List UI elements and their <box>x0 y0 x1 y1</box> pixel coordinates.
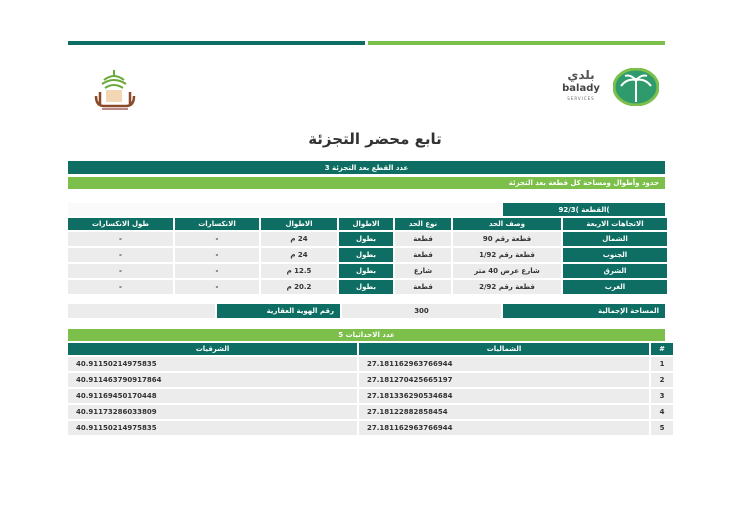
length: 12.5 م <box>261 264 337 278</box>
balady-latin-text: balady <box>562 83 600 94</box>
row-number: 2 <box>651 373 673 387</box>
northing: 27.181270425665197 <box>359 373 649 387</box>
northing: 27.18122882858454 <box>359 405 649 419</box>
row-number: 5 <box>651 421 673 435</box>
col-length-label: الاطوال <box>339 218 393 230</box>
northing: 27.181162963766944 <box>359 421 649 435</box>
table-row <box>68 248 667 262</box>
table-row <box>68 264 667 278</box>
breaks: - <box>175 232 259 246</box>
description: شارع عرض 40 متر <box>453 264 561 278</box>
table-row <box>68 232 667 246</box>
top-bar-teal <box>68 41 365 45</box>
length: 24 م <box>261 248 337 262</box>
col-easting: الشرقيات <box>68 343 357 355</box>
direction: الجنوب <box>563 248 667 262</box>
plots-count-bar: عدد القطع بعد التجزئة 3 <box>68 161 665 174</box>
easting: 40.91169450170448 <box>68 389 357 403</box>
length-label: بطول <box>339 280 393 294</box>
type: قطعة <box>395 248 451 262</box>
row-number: 4 <box>651 405 673 419</box>
palm-emblem-icon <box>613 68 659 106</box>
description: قطعة رقم 1/92 <box>453 248 561 262</box>
easting: 40.911463790917864 <box>68 373 357 387</box>
breaks: - <box>175 248 259 262</box>
property-id-label: رقم الهوية العقارية <box>217 304 340 318</box>
length-label: بطول <box>339 232 393 246</box>
coordinates-table <box>66 341 675 437</box>
coordinates-count-bar: عدد الاحداثيات 5 <box>68 329 665 341</box>
col-directions: الاتجاهات الاربعة <box>563 218 667 230</box>
easting: 40.91150214975835 <box>68 357 357 371</box>
description: قطعة رقم 90 <box>453 232 561 246</box>
direction: الشرق <box>563 264 667 278</box>
type: قطعة <box>395 232 451 246</box>
break-length: - <box>68 248 173 262</box>
length: 24 م <box>261 232 337 246</box>
col-northing: الشماليات <box>359 343 649 355</box>
break-length: - <box>68 264 173 278</box>
balady-logo <box>553 66 663 108</box>
type: قطعة <box>395 280 451 294</box>
table-row <box>68 357 673 371</box>
table-row <box>68 405 673 419</box>
property-id-value <box>68 304 215 318</box>
description: قطعة رقم 2/92 <box>453 280 561 294</box>
boundaries-bar: حدود وأطوال ومساحة كل قطعة بعد التجزئة <box>68 177 665 189</box>
length: 20.2 م <box>261 280 337 294</box>
page-title: تابع محضر التجزئة <box>308 130 442 148</box>
plot-label-spacer <box>68 203 502 216</box>
col-type: نوع الحد <box>395 218 451 230</box>
alula-logo <box>92 66 137 112</box>
plot-boundaries-table <box>66 216 669 296</box>
table-row <box>68 280 667 294</box>
direction: الغرب <box>563 280 667 294</box>
length-label: بطول <box>339 264 393 278</box>
table-header-row <box>68 218 667 230</box>
col-breaks: الانكسارات <box>175 218 259 230</box>
breaks: - <box>175 264 259 278</box>
col-break-length: طول الانكسارات <box>68 218 173 230</box>
breaks: - <box>175 280 259 294</box>
plot-label: القطعة )92/3( <box>503 203 665 216</box>
easting: 40.91173286033809 <box>68 405 357 419</box>
total-area-value: 300 <box>342 304 501 318</box>
top-bar-green <box>368 41 665 45</box>
northing: 27.181336290534684 <box>359 389 649 403</box>
balady-arabic-text: بلدي <box>567 68 595 82</box>
table-row <box>68 373 673 387</box>
break-length: - <box>68 232 173 246</box>
type: شارع <box>395 264 451 278</box>
easting: 40.91150214975835 <box>68 421 357 435</box>
northing: 27.181162963766944 <box>359 357 649 371</box>
col-description: وصف الحد <box>453 218 561 230</box>
table-row <box>68 421 673 435</box>
row-number: 3 <box>651 389 673 403</box>
col-length: الاطوال <box>261 218 337 230</box>
balady-services-text: SERVICES <box>567 96 595 101</box>
row-number: 1 <box>651 357 673 371</box>
col-number: # <box>651 343 673 355</box>
length-label: بطول <box>339 248 393 262</box>
table-header-row <box>68 343 673 355</box>
direction: الشمال <box>563 232 667 246</box>
table-row <box>68 389 673 403</box>
total-area-label: المساحة الإجمالية <box>503 304 665 318</box>
break-length: - <box>68 280 173 294</box>
